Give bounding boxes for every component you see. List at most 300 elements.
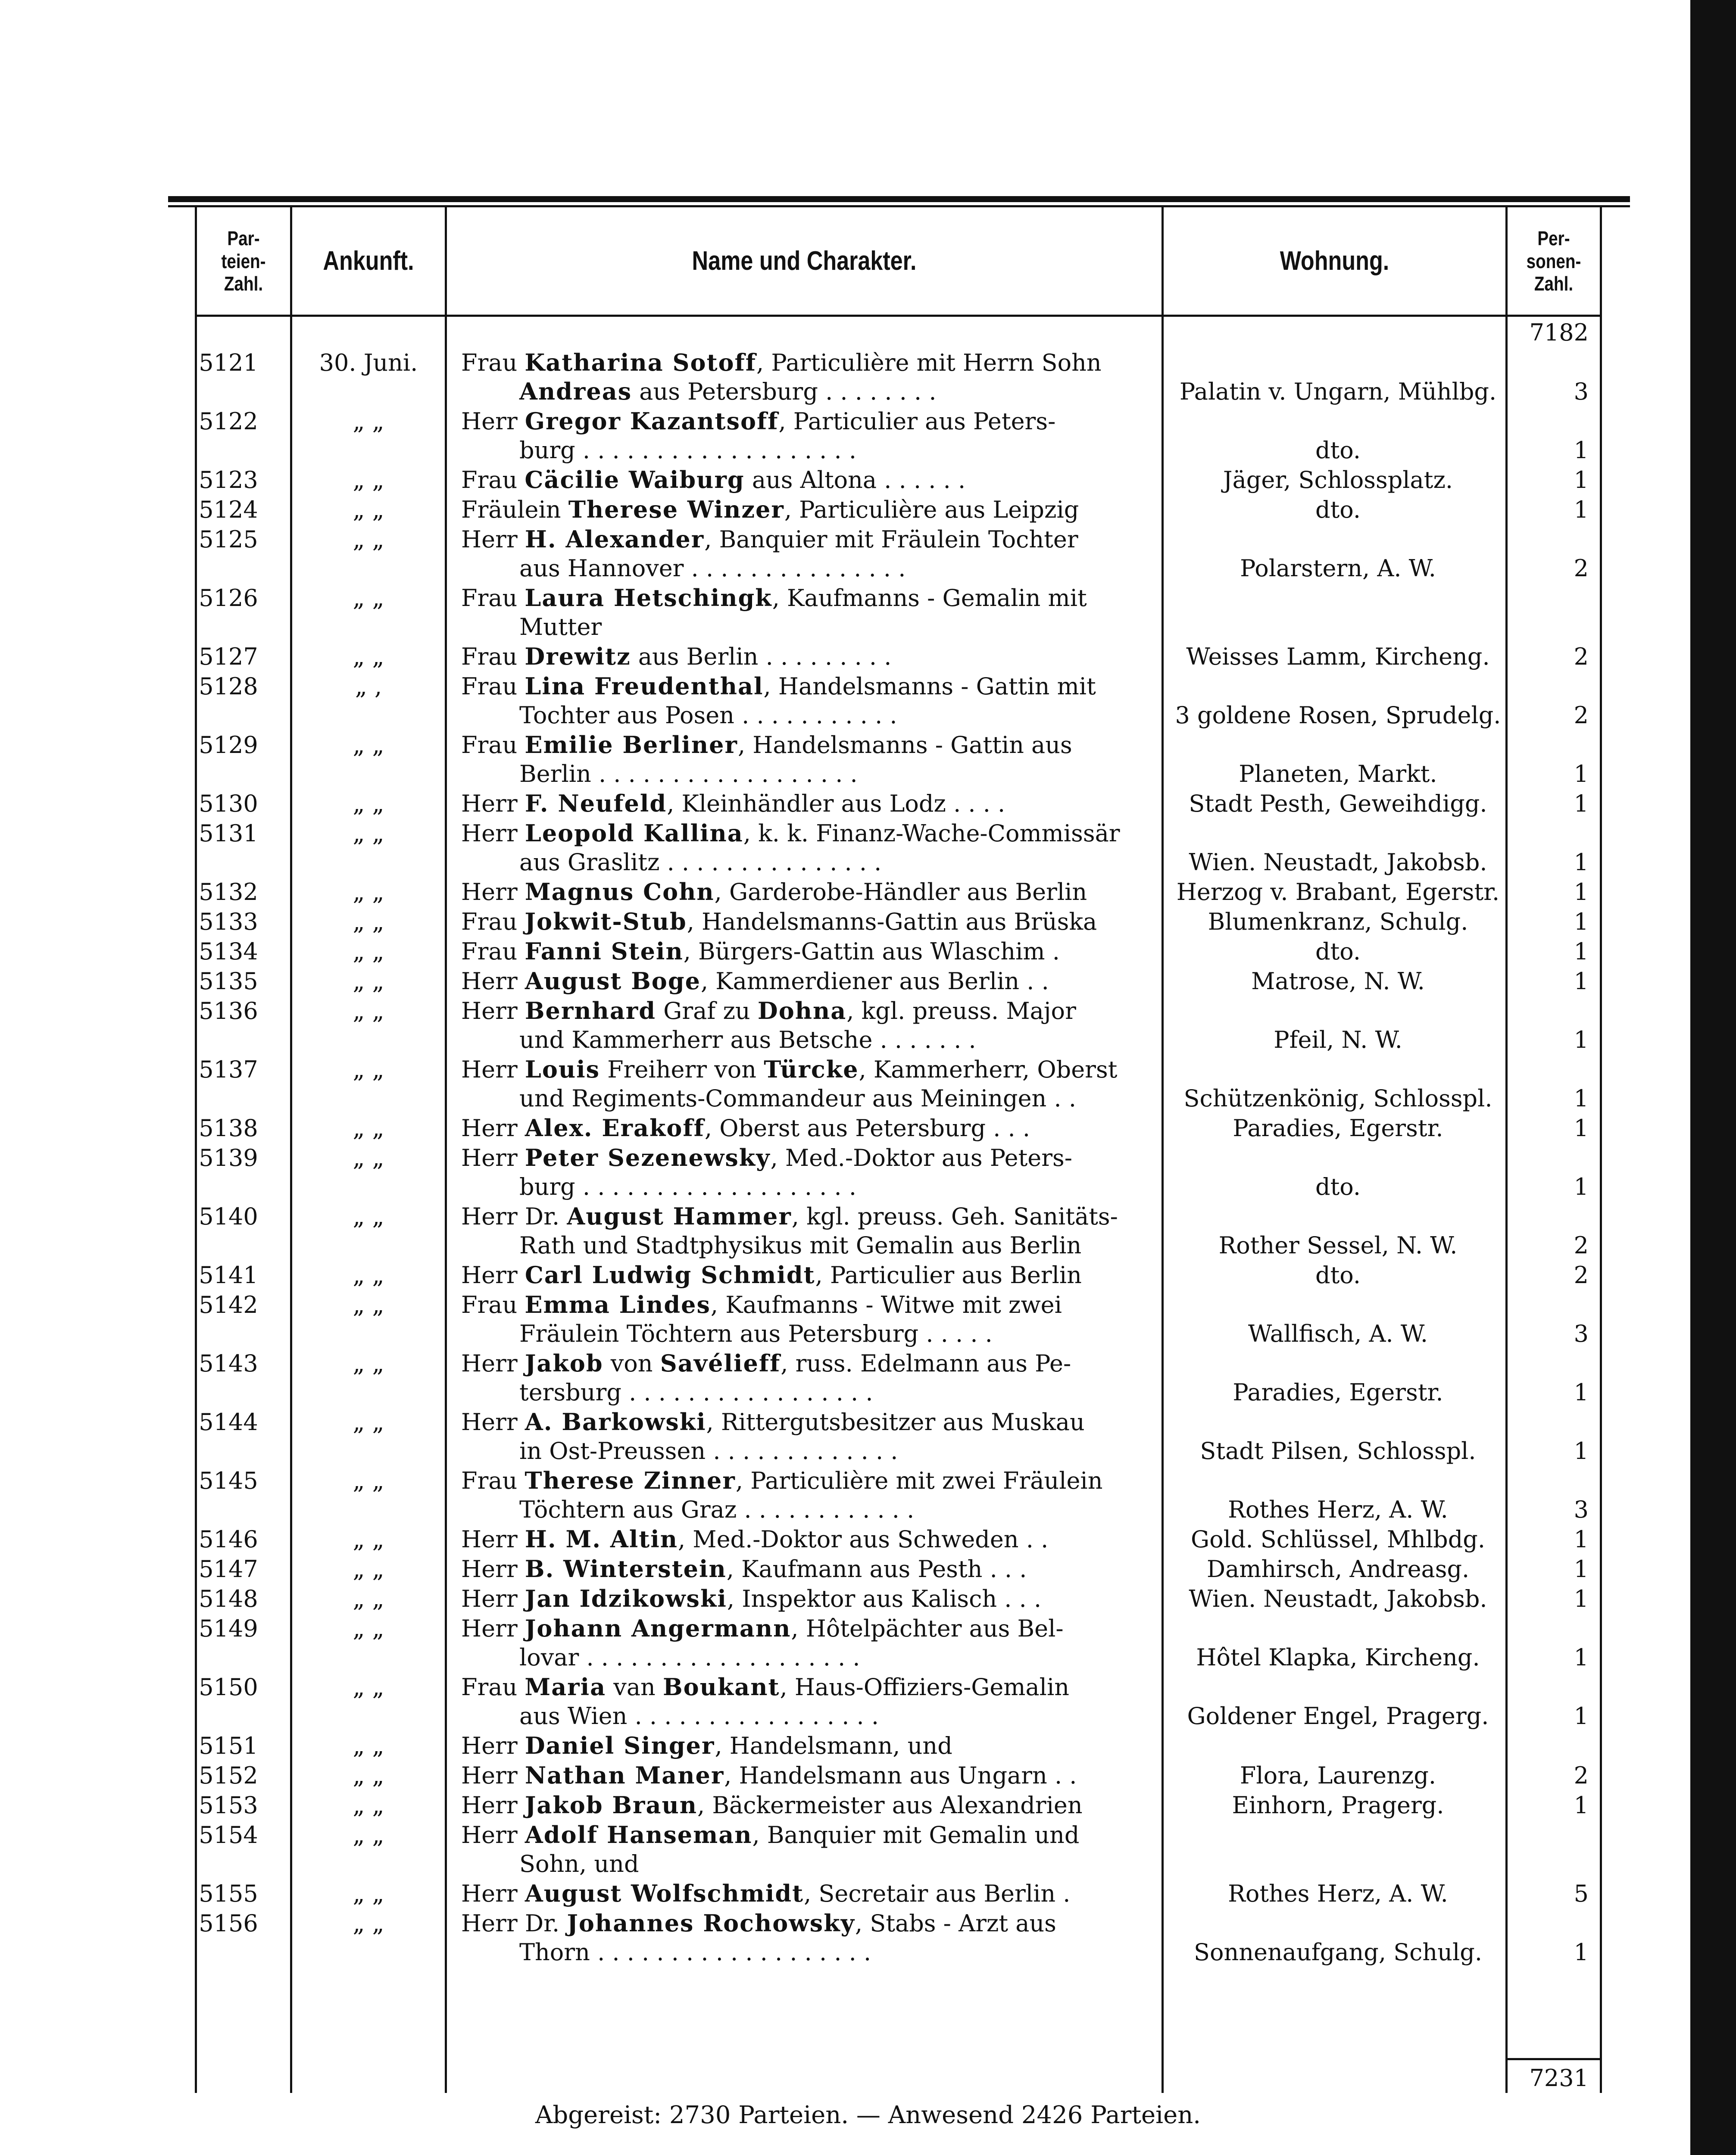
personen-zahl: 2 bbox=[1574, 1232, 1589, 1259]
name-line-1 bbox=[461, 1203, 1118, 1230]
name-text: , Med.-Doktor aus Schweden . . bbox=[678, 1526, 1049, 1553]
parteien-zahl: 5121 bbox=[199, 349, 258, 376]
parteien-zahl: 5155 bbox=[199, 1880, 258, 1907]
name-line-1 bbox=[461, 1732, 952, 1759]
person-name: Nathan Maner bbox=[525, 1761, 724, 1789]
name-text: Frau bbox=[461, 349, 525, 376]
ankunft: „ „ bbox=[353, 1115, 384, 1142]
name-line-2 bbox=[461, 1643, 1151, 1672]
name-text: Herr bbox=[461, 820, 525, 847]
name-text: Frau bbox=[461, 938, 525, 965]
name-line-1 bbox=[461, 908, 1097, 935]
name-text: Rath und Stadtphysikus mit Gemalin aus Berlin bbox=[519, 1232, 1082, 1259]
name-text: , kgl. preuss. Major bbox=[846, 997, 1076, 1024]
personen-zahl: 1 bbox=[1574, 849, 1589, 876]
name-text: Frau bbox=[461, 908, 525, 935]
name-line-2 bbox=[461, 1084, 1151, 1113]
person-name: Jan Idzikowski bbox=[525, 1585, 727, 1612]
ankunft: „ „ bbox=[353, 643, 384, 670]
name-text: Herr bbox=[461, 526, 525, 553]
personen-zahl: 1 bbox=[1574, 790, 1589, 817]
wohnung: Wien. Neustadt, Jakobsb. bbox=[1189, 1585, 1487, 1612]
parteien-zahl: 5148 bbox=[199, 1585, 258, 1612]
name-text: , Hôtelpächter aus Bel- bbox=[791, 1615, 1064, 1642]
name-text: Thorn . . . . . . . . . . . . . . . . . . . bbox=[519, 1939, 871, 1966]
wohnung: Schützenkönig, Schlosspl. bbox=[1183, 1085, 1492, 1112]
name-text: , kgl. preuss. Geh. Sanitäts- bbox=[791, 1203, 1118, 1230]
ankunft: „ „ bbox=[353, 408, 384, 435]
total-rule bbox=[1505, 2058, 1600, 2060]
name-text: Herr bbox=[461, 1526, 525, 1553]
personen-zahl: 1 bbox=[1574, 496, 1589, 523]
wohnung: dto. bbox=[1315, 437, 1361, 464]
person-name: Alex. Erakoff bbox=[525, 1114, 705, 1142]
name-text: , Inspektor aus Kalisch . . . bbox=[727, 1585, 1042, 1612]
parteien-zahl: 5152 bbox=[199, 1762, 258, 1789]
ankunft: „ „ bbox=[353, 1555, 384, 1583]
name-text: , Oberst aus Petersburg . . . bbox=[704, 1115, 1030, 1142]
ankunft: „ „ bbox=[353, 1792, 384, 1819]
parteien-zahl: 5150 bbox=[199, 1674, 258, 1701]
ankunft: „ „ bbox=[353, 1409, 384, 1436]
wohnung: Paradies, Egerstr. bbox=[1233, 1115, 1443, 1142]
name-line-2 bbox=[461, 759, 1151, 788]
name-text: , Kammerherr, Oberst bbox=[859, 1056, 1118, 1083]
person-name: H. M. Altin bbox=[525, 1525, 678, 1553]
ankunft: „ „ bbox=[353, 1674, 384, 1701]
personen-zahl: 1 bbox=[1574, 878, 1589, 906]
ankunft: „ „ bbox=[353, 731, 384, 759]
name-text: , Handelsmanns-Gattin aus Brüska bbox=[687, 908, 1097, 935]
personen-zahl: 1 bbox=[1574, 938, 1589, 965]
wohnung: Stadt Pesth, Geweihdigg. bbox=[1189, 790, 1487, 817]
parteien-zahl: 5144 bbox=[199, 1409, 258, 1436]
parteien-zahl: 5133 bbox=[199, 908, 258, 935]
wohnung: Polarstern, A. W. bbox=[1240, 555, 1436, 582]
name-charakter bbox=[461, 1408, 1151, 1465]
name-line-2 bbox=[461, 1495, 1151, 1524]
ankunft: „ „ bbox=[353, 584, 384, 612]
wohnung: Wien. Neustadt, Jakobsb. bbox=[1189, 849, 1487, 876]
ankunft: „ „ bbox=[353, 1056, 384, 1083]
carry-over-total: 7182 bbox=[1529, 319, 1589, 346]
personen-zahl: 1 bbox=[1574, 968, 1589, 995]
name-text: , Bäckermeister aus Alexandrien bbox=[697, 1792, 1083, 1819]
name-text: , Particulière mit Herrn Sohn bbox=[756, 349, 1102, 376]
name-charakter bbox=[461, 907, 1151, 936]
ankunft: „ „ bbox=[353, 1203, 384, 1230]
name-text: , Particulier aus Peters- bbox=[778, 408, 1056, 435]
ankunft: „ „ bbox=[353, 496, 384, 523]
name-text: Frau bbox=[461, 584, 525, 612]
name-charakter bbox=[461, 1761, 1151, 1790]
name-text: Herr bbox=[461, 1144, 525, 1171]
person-name: Maria bbox=[525, 1673, 606, 1701]
wohnung: Paradies, Egerstr. bbox=[1233, 1379, 1443, 1406]
person-name: Johann Angermann bbox=[525, 1615, 791, 1642]
name-line-2 bbox=[461, 1702, 1151, 1730]
name-line-1 bbox=[461, 1409, 1085, 1436]
person-name: Boukant bbox=[662, 1673, 780, 1701]
name-line-1 bbox=[461, 1467, 1102, 1494]
name-line-2 bbox=[461, 554, 1151, 583]
header-wohnung: Wohnung. bbox=[1280, 246, 1389, 276]
parteien-zahl: 5126 bbox=[199, 584, 258, 612]
name-text: Herr bbox=[461, 1762, 525, 1789]
name-charakter bbox=[461, 1202, 1151, 1260]
ankunft: „ „ bbox=[353, 466, 384, 493]
name-line-1 bbox=[461, 1615, 1064, 1642]
name-line-1 bbox=[461, 790, 1005, 817]
name-text: , Handelsmann aus Ungarn . . bbox=[724, 1762, 1077, 1789]
person-name: H. Alexander bbox=[525, 525, 705, 553]
name-text: Tochter aus Posen . . . . . . . . . . . bbox=[519, 702, 897, 729]
person-name: B. Winterstein bbox=[525, 1555, 727, 1583]
name-text: Herr bbox=[461, 997, 525, 1024]
personen-zahl: 1 bbox=[1574, 1437, 1589, 1465]
person-name: Lina Freudenthal bbox=[525, 672, 764, 700]
name-line-2 bbox=[461, 1231, 1151, 1260]
wohnung: dto. bbox=[1315, 1262, 1361, 1289]
ankunft: 30. Juni. bbox=[319, 349, 418, 376]
wohnung: Rother Sessel, N. W. bbox=[1218, 1232, 1458, 1259]
person-name: Katharina Sotoff bbox=[525, 349, 756, 376]
name-text: Herr bbox=[461, 1056, 525, 1083]
parteien-zahl: 5124 bbox=[199, 496, 258, 523]
name-text: Herr bbox=[461, 1115, 525, 1142]
footer-summary: Abgereist: 2730 Parteien. — Anwesend 2426 Parteien. bbox=[535, 2101, 1201, 2129]
wohnung: Hôtel Klapka, Kircheng. bbox=[1196, 1644, 1480, 1671]
person-name: Fanni Stein bbox=[525, 937, 684, 965]
personen-zahl: 1 bbox=[1574, 437, 1589, 464]
name-line-2 bbox=[461, 1025, 1151, 1054]
name-text: , Particulière aus Leipzig bbox=[784, 496, 1079, 523]
wohnung: Goldener Engel, Pragerg. bbox=[1187, 1702, 1489, 1730]
name-line-1 bbox=[461, 731, 1072, 759]
name-text: , Garderobe-Händler aus Berlin bbox=[714, 878, 1087, 906]
ankunft: „ „ bbox=[353, 1615, 384, 1642]
name-charakter bbox=[461, 1290, 1151, 1348]
name-line-1 bbox=[461, 1350, 1071, 1377]
name-line-1 bbox=[461, 997, 1076, 1024]
person-name: Savélieff bbox=[660, 1349, 781, 1377]
ankunft: „ „ bbox=[353, 1291, 384, 1318]
name-charakter bbox=[461, 996, 1151, 1054]
personen-zahl: 1 bbox=[1574, 1585, 1589, 1612]
person-name: Leopold Kallina bbox=[525, 819, 743, 847]
name-line-2 bbox=[461, 1172, 1151, 1201]
personen-zahl: 1 bbox=[1574, 466, 1589, 493]
name-line-1 bbox=[461, 1291, 1062, 1318]
ankunft: „ „ bbox=[353, 1910, 384, 1937]
ankunft: „ „ bbox=[353, 526, 384, 553]
name-text: , Secretair aus Berlin . bbox=[804, 1880, 1071, 1907]
header-parteien-zahl bbox=[204, 207, 282, 315]
name-charakter bbox=[461, 1791, 1151, 1820]
wohnung: Planeten, Markt. bbox=[1239, 760, 1437, 787]
name-text: Herr bbox=[461, 968, 525, 995]
person-name: Jakob bbox=[525, 1349, 603, 1377]
personen-zahl: 1 bbox=[1574, 1173, 1589, 1200]
ankunft: „ „ bbox=[353, 1262, 384, 1289]
name-text: , Particulier aus Berlin bbox=[815, 1262, 1082, 1289]
name-line-2 bbox=[461, 848, 1151, 877]
name-text: aus Graslitz . . . . . . . . . . . . . . . bbox=[519, 849, 882, 876]
ankunft: „ „ bbox=[353, 1350, 384, 1377]
personen-zahl: 2 bbox=[1574, 702, 1589, 729]
header-personen-text: Per- sonen- Zahl. bbox=[1526, 227, 1581, 295]
personen-zahl: 1 bbox=[1574, 1115, 1589, 1142]
name-charakter bbox=[461, 1261, 1151, 1290]
ankunft: „ „ bbox=[353, 1732, 384, 1759]
name-line-1 bbox=[461, 673, 1096, 700]
name-text: und Kammerherr aus Betsche . . . . . . . bbox=[519, 1026, 976, 1053]
wohnung: Herzog v. Brabant, Egerstr. bbox=[1176, 878, 1500, 906]
person-name: A. Barkowski bbox=[525, 1408, 706, 1436]
name-text: Herr bbox=[461, 1262, 525, 1289]
personen-zahl: 1 bbox=[1574, 760, 1589, 787]
parteien-zahl: 5138 bbox=[199, 1115, 258, 1142]
column-divider bbox=[445, 207, 447, 2093]
name-line-2 bbox=[461, 612, 1151, 641]
parteien-zahl: 5143 bbox=[199, 1350, 258, 1377]
name-text: aus Petersburg . . . . . . . . bbox=[632, 378, 937, 405]
person-name: Emma Lindes bbox=[525, 1291, 711, 1318]
name-charakter bbox=[461, 1143, 1151, 1201]
name-text: Herr bbox=[461, 1821, 525, 1849]
wohnung: Matrose, N. W. bbox=[1251, 968, 1425, 995]
name-line-1 bbox=[461, 938, 1060, 965]
parteien-zahl: 5142 bbox=[199, 1291, 258, 1318]
wohnung: dto. bbox=[1315, 1173, 1361, 1200]
name-line-1 bbox=[461, 1555, 1027, 1583]
personen-zahl: 1 bbox=[1574, 1526, 1589, 1553]
name-line-2 bbox=[461, 377, 1151, 406]
personen-zahl: 2 bbox=[1574, 555, 1589, 582]
parteien-zahl: 5141 bbox=[199, 1262, 258, 1289]
name-text: Graf zu bbox=[656, 997, 758, 1024]
name-charakter bbox=[461, 1055, 1151, 1113]
wohnung: dto. bbox=[1315, 938, 1361, 965]
ankunft: „ „ bbox=[353, 1880, 384, 1907]
header-parteien-text: Par- teien- Zahl. bbox=[221, 227, 266, 295]
header-ankunft: Ankunft. bbox=[323, 246, 414, 276]
parteien-zahl: 5139 bbox=[199, 1144, 258, 1171]
name-line-1 bbox=[461, 496, 1079, 523]
name-charakter bbox=[461, 348, 1151, 406]
parteien-zahl: 5135 bbox=[199, 968, 258, 995]
parteien-zahl: 5123 bbox=[199, 466, 258, 493]
name-charakter bbox=[461, 1466, 1151, 1524]
parteien-zahl: 5127 bbox=[199, 643, 258, 670]
name-line-1 bbox=[461, 1526, 1048, 1553]
person-name: Daniel Singer bbox=[525, 1732, 715, 1759]
personen-zahl: 1 bbox=[1574, 1026, 1589, 1053]
wohnung: Flora, Laurenzg. bbox=[1240, 1762, 1436, 1789]
name-text: , Haus-Offiziers-Gemalin bbox=[780, 1674, 1070, 1701]
name-line-1 bbox=[461, 1762, 1077, 1789]
name-charakter bbox=[461, 672, 1151, 730]
ankunft: „ „ bbox=[353, 908, 384, 935]
wohnung: Einhorn, Pragerg. bbox=[1232, 1792, 1444, 1819]
name-text: , Kaufmanns - Gemalin mit bbox=[772, 584, 1087, 612]
personen-zahl: 1 bbox=[1574, 1555, 1589, 1583]
name-line-2 bbox=[461, 701, 1151, 730]
name-text: Herr bbox=[461, 1880, 525, 1907]
name-line-2 bbox=[461, 1849, 1151, 1878]
person-name: Johannes Rochowsky bbox=[567, 1909, 855, 1937]
name-text: Frau bbox=[461, 1674, 525, 1701]
parteien-zahl: 5131 bbox=[199, 820, 258, 847]
name-charakter bbox=[461, 937, 1151, 966]
personen-zahl: 1 bbox=[1574, 1085, 1589, 1112]
person-name: Adolf Hanseman bbox=[525, 1821, 752, 1849]
name-text: , Rittergutsbesitzer aus Muskau bbox=[706, 1409, 1085, 1436]
name-text: Herr bbox=[461, 878, 525, 906]
top-rule-thick bbox=[168, 196, 1630, 202]
name-charakter bbox=[461, 1555, 1151, 1583]
person-name: Louis bbox=[525, 1056, 600, 1083]
wohnung: 3 goldene Rosen, Sprudelg. bbox=[1175, 702, 1501, 729]
name-text: Herr bbox=[461, 1350, 525, 1377]
name-text: , Handelsmann, und bbox=[715, 1732, 952, 1759]
name-text: , Stabs - Arzt aus bbox=[855, 1910, 1056, 1937]
person-name: Gregor Kazantsoff bbox=[525, 407, 779, 435]
name-text: , Kaufmann aus Pesth . . . bbox=[726, 1555, 1027, 1583]
parteien-zahl: 5134 bbox=[199, 938, 258, 965]
header-name-charakter: Name und Charakter. bbox=[692, 246, 917, 276]
personen-zahl: 1 bbox=[1574, 1792, 1589, 1819]
name-line-1 bbox=[461, 1821, 1079, 1849]
final-total: 7231 bbox=[1529, 2064, 1589, 2092]
table-border-right bbox=[1600, 207, 1602, 2093]
personen-zahl: 1 bbox=[1574, 908, 1589, 935]
wohnung: Palatin v. Ungarn, Mühlbg. bbox=[1179, 378, 1497, 405]
name-line-1 bbox=[461, 1262, 1082, 1289]
name-text: Herr bbox=[461, 1615, 525, 1642]
person-name: Carl Ludwig Schmidt bbox=[525, 1261, 815, 1289]
name-text: Sohn, und bbox=[519, 1850, 639, 1877]
name-text: Frau bbox=[461, 731, 525, 759]
name-line-1 bbox=[461, 584, 1087, 612]
person-name: Magnus Cohn bbox=[525, 878, 715, 906]
person-name: Cäcilie Waiburg bbox=[525, 466, 745, 493]
header-personen-zahl bbox=[1515, 207, 1592, 315]
name-text: lovar . . . . . . . . . . . . . . . . . . . bbox=[519, 1644, 860, 1671]
name-charakter bbox=[461, 1349, 1151, 1407]
name-text: Fräulein bbox=[461, 496, 568, 523]
name-text: tersburg . . . . . . . . . . . . . . . . . bbox=[519, 1379, 873, 1406]
name-text: , Kaufmanns - Witwe mit zwei bbox=[710, 1291, 1062, 1318]
name-line-1 bbox=[461, 349, 1102, 376]
person-name: Jakob Braun bbox=[525, 1791, 697, 1819]
name-text: burg . . . . . . . . . . . . . . . . . . . bbox=[519, 437, 856, 464]
name-line-1 bbox=[461, 408, 1055, 435]
name-charakter bbox=[461, 465, 1151, 494]
name-text: aus Altona . . . . . . bbox=[744, 466, 966, 493]
name-text: Herr bbox=[461, 790, 525, 817]
name-text: Mutter bbox=[519, 613, 602, 640]
wohnung: Weisses Lamm, Kircheng. bbox=[1186, 643, 1490, 670]
name-text: Herr bbox=[461, 1792, 525, 1819]
name-text: Berlin . . . . . . . . . . . . . . . . . . bbox=[519, 760, 858, 787]
wohnung: Rothes Herz, A. W. bbox=[1228, 1496, 1448, 1523]
person-name: Bernhard bbox=[525, 997, 656, 1024]
name-text: Herr Dr. bbox=[461, 1203, 567, 1230]
personen-zahl: 3 bbox=[1574, 1320, 1589, 1347]
name-line-2 bbox=[461, 1319, 1151, 1348]
parteien-zahl: 5145 bbox=[199, 1467, 258, 1494]
parteien-zahl: 5146 bbox=[199, 1526, 258, 1553]
ankunft: „ „ bbox=[353, 820, 384, 847]
name-text: , Banquier mit Gemalin und bbox=[752, 1821, 1080, 1849]
ankunft: „ „ bbox=[353, 878, 384, 906]
person-name: Andreas bbox=[519, 378, 632, 405]
ankunft: „ „ bbox=[353, 1821, 384, 1849]
ankunft: „ „ bbox=[353, 1585, 384, 1612]
parteien-zahl: 5149 bbox=[199, 1615, 258, 1642]
name-line-2 bbox=[461, 436, 1151, 465]
name-text: , Handelsmanns - Gattin aus bbox=[737, 731, 1072, 759]
person-name: Dohna bbox=[757, 997, 847, 1024]
personen-zahl: 1 bbox=[1574, 1702, 1589, 1730]
name-text: Frau bbox=[461, 466, 525, 493]
name-line-1 bbox=[461, 526, 1078, 553]
parteien-zahl: 5136 bbox=[199, 997, 258, 1024]
personen-zahl: 3 bbox=[1574, 1496, 1589, 1523]
name-text: Herr bbox=[461, 408, 525, 435]
name-charakter bbox=[461, 1879, 1151, 1908]
name-charakter bbox=[461, 1821, 1151, 1878]
wohnung: Damhirsch, Andreasg. bbox=[1206, 1555, 1470, 1583]
wohnung: Blumenkranz, Schulg. bbox=[1208, 908, 1468, 935]
name-text: Frau bbox=[461, 643, 525, 670]
name-line-1 bbox=[461, 1792, 1083, 1819]
wohnung: Sonnenaufgang, Schulg. bbox=[1194, 1939, 1482, 1966]
ankunft: „ „ bbox=[353, 790, 384, 817]
person-name: Drewitz bbox=[525, 643, 631, 670]
person-name: Jokwit-Stub bbox=[525, 908, 687, 935]
wohnung: Rothes Herz, A. W. bbox=[1228, 1880, 1448, 1907]
name-charakter bbox=[461, 967, 1151, 996]
name-text: , k. k. Finanz-Wache-Commissär bbox=[743, 820, 1120, 847]
name-text: in Ost-Preussen . . . . . . . . . . . . . bbox=[519, 1437, 898, 1465]
name-text: Herr bbox=[461, 1409, 525, 1436]
name-text: Töchtern aus Graz . . . . . . . . . . . . bbox=[519, 1496, 915, 1523]
wohnung: Jäger, Schlossplatz. bbox=[1223, 466, 1453, 493]
name-line-1 bbox=[461, 1585, 1041, 1612]
name-text: burg . . . . . . . . . . . . . . . . . . . bbox=[519, 1173, 856, 1200]
name-line-1 bbox=[461, 1674, 1069, 1701]
name-text: aus Hannover . . . . . . . . . . . . . . . bbox=[519, 555, 906, 582]
name-text: , Banquier mit Fräulein Tochter bbox=[704, 526, 1078, 553]
person-name: Laura Hetschingk bbox=[525, 584, 772, 612]
name-line-1 bbox=[461, 1115, 1030, 1142]
personen-zahl: 1 bbox=[1574, 1379, 1589, 1406]
name-text: Freiherr von bbox=[600, 1056, 764, 1083]
name-charakter bbox=[461, 1731, 1151, 1760]
person-name: Türcke bbox=[764, 1056, 859, 1083]
personen-zahl: 1 bbox=[1574, 1939, 1589, 1966]
parteien-zahl: 5137 bbox=[199, 1056, 258, 1083]
parteien-zahl: 5128 bbox=[199, 673, 258, 700]
column-divider bbox=[290, 207, 292, 2093]
name-text: Frau bbox=[461, 1291, 525, 1318]
ankunft: „ „ bbox=[353, 1762, 384, 1789]
name-charakter bbox=[461, 819, 1151, 877]
person-name: Peter Sezenewsky bbox=[525, 1144, 771, 1171]
name-text: Fräulein Töchtern aus Petersburg . . . . . bbox=[519, 1320, 993, 1347]
